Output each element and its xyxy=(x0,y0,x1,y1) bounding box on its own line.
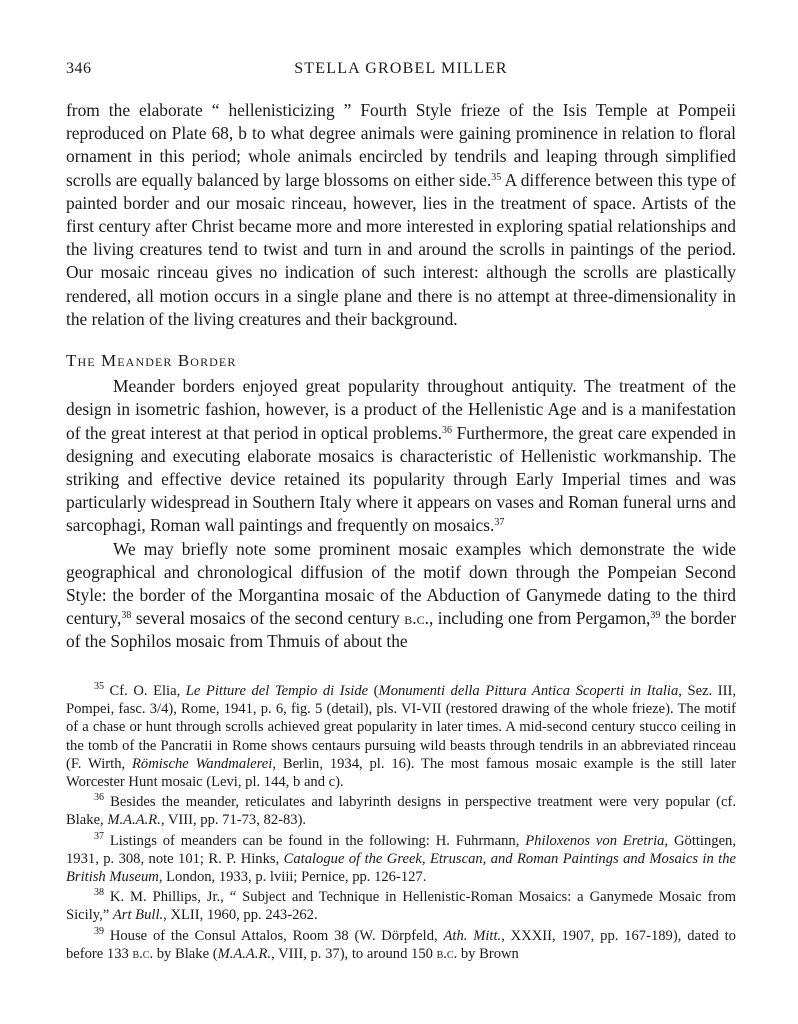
text-run: by Blake ( xyxy=(153,945,218,962)
era-abbrev: b.c. xyxy=(436,945,458,962)
footnote-ref-35[interactable]: 35 xyxy=(491,171,502,183)
running-title: STELLA GROBEL MILLER xyxy=(294,60,508,77)
footnote-36 xyxy=(66,793,736,829)
footnote-ref-38[interactable]: 38 xyxy=(121,610,132,622)
italic-title: Art Bull. xyxy=(112,907,164,924)
footnote-ref-39[interactable]: 39 xyxy=(650,610,661,622)
italic-title: M.A.A.R. xyxy=(107,812,161,829)
era-abbrev: b.c. xyxy=(132,945,154,962)
footnote-number: 37 xyxy=(94,830,104,842)
text-run: Furthermore, the great care expended in designing and executing elaborate mosaics is characteristic of Hellenistic workmanship. The striking and effective device retained its popularity through Early Imperial times and was particularly widespread in Southern Italy where it appears on vases and Roman funeral urns and sarcophagi, Roman wall paintings and frequently on mosaics. xyxy=(66,422,736,536)
footnote-number: 35 xyxy=(94,681,104,692)
text-run: , XLII, 1960, pp. 243-262. xyxy=(163,907,318,924)
italic-title: Philoxenos von Eretria xyxy=(525,832,665,849)
text-run: A difference between this type of painted border and our mosaic rinceau, however, lies in the treatment of space. Artists of the first century after Christ became more and more interested in exploring spatial relationships and the living creatures tend to twist and turn in and around the scrolls in paintings of the period. Our mosaic rinceau gives no indication of such interest: although the scrolls are plastically rendered, all motion occurs in a single plane and there is no attempt at three-dimensionality in the relation of the living creatures and their background. xyxy=(66,169,736,329)
italic-title: Ath. Mitt. xyxy=(443,927,502,944)
paragraph-2 xyxy=(66,375,736,537)
footnotes xyxy=(66,682,736,965)
text-run: House of the Consul Attalos, Room 38 (W. Dörpfeld, xyxy=(104,927,444,944)
running-header xyxy=(66,60,736,84)
text-run: Besides the meander, reticulates and labyrinth designs in perspective treatment were very popular (cf. Blake, xyxy=(66,794,736,829)
text-run: from the elaborate “ hellenisticizing ” Fourth Style frieze of the Isis Temple at Pompeii reproduced on Plate 68, b to what degree animals were gaining prominence in relation to floral ornament in this period; whole animals encircled by tendrils and leaping through simplified scrolls are equally balanced by large blossoms on either side. xyxy=(66,100,736,190)
paragraph-3 xyxy=(66,538,736,654)
italic-title: Monumenti della Pittura Antica Scoperti in Italia xyxy=(378,683,679,699)
text-run: Listings of meanders can be found in the following: H. Fuhrmann, xyxy=(104,832,526,849)
footnote-number: 39 xyxy=(94,925,104,937)
text-run: several mosaics of the second century xyxy=(131,608,405,629)
footnote-37 xyxy=(66,832,736,887)
text-run: , VIII, p. 37), to around 150 xyxy=(271,945,437,962)
footnote-ref-36[interactable]: 36 xyxy=(442,424,453,436)
text-run: K. M. Phillips, Jr., “ Subject and Technique in Hellenistic-Roman Mosaics: a Ganymede Mosaic from Sicily,” xyxy=(66,889,736,924)
text-run: We may briefly note some prominent mosaic examples which demonstrate the wide geographical and chronological diffusion of the motif down through the Pompeian Second Style: the border of the Morgantina mosaic of the Abduction of Ganymede dating to the third century, xyxy=(66,538,736,629)
footnote-number: 38 xyxy=(94,887,104,899)
text-run: Cf. O. Elia, xyxy=(104,683,186,699)
text-run: , XXXII, 1907, pp. 167-189), dated to before 133 xyxy=(66,927,736,962)
text-run: ( xyxy=(368,683,379,699)
text-run: Meander borders enjoyed great popularity throughout antiquity. The treatment of the design in isometric fashion, however, is a product of the Hellenistic Age and is a manifestation of the great interest at that period in optical problems. xyxy=(66,376,736,443)
text-run: , VIII, pp. 71-73, 82-83). xyxy=(160,812,307,829)
footnote-35 xyxy=(66,682,736,791)
footnote-39 xyxy=(66,927,736,963)
section-heading: The Meander Border xyxy=(66,351,237,371)
text-run: the border of the Sophilos mosaic from Thmuis of about the xyxy=(66,608,736,652)
text-run: , London, 1933, p. lviii; Pernice, pp. 126-127. xyxy=(158,869,427,886)
italic-title: Römische Wandmalerei xyxy=(132,755,273,772)
footnote-38 xyxy=(66,888,736,924)
footnote-ref-37[interactable]: 37 xyxy=(494,517,505,529)
paragraph-1 xyxy=(66,99,736,331)
italic-title: M.A.A.R. xyxy=(217,945,272,962)
italic-title: Le Pitture del Tempio di Iside xyxy=(185,683,369,699)
footnote-number: 36 xyxy=(94,792,104,804)
text-run: , Göttingen, 1931, p. 308, note 101; R. P. Hinks, xyxy=(66,832,737,867)
era-abbrev: b.c. xyxy=(404,608,429,629)
main-text xyxy=(66,99,736,654)
text-run: , Sez. III, Pompei, fasc. 3/4), Rome, 1941, p. 6, fig. 5 (detail), pls. VI-VII (restored drawing of the whole frieze). The motif of a chase or hunt through scrolls achieved great popularity in later times. A mid-second century stucco ceiling in the tomb of the Pancratii in Rome shows centaurs pursuing wild beasts through tendrils in an abbreviated rinceau (F. Wirth, xyxy=(66,683,736,772)
page-number: 346 xyxy=(66,60,92,77)
italic-title: Catalogue of the Greek, Etruscan, and Roman Paintings and Mosaics in the British Museum xyxy=(66,850,736,886)
text-run: , including one from Pergamon, xyxy=(428,608,651,629)
text-run: , Berlin, 1934, pl. 16). The most famous mosaic example is the still later Worcester Hunt mosaic (Levi, pl. 144, b and c). xyxy=(66,755,736,791)
text-run: by Brown xyxy=(457,945,519,962)
